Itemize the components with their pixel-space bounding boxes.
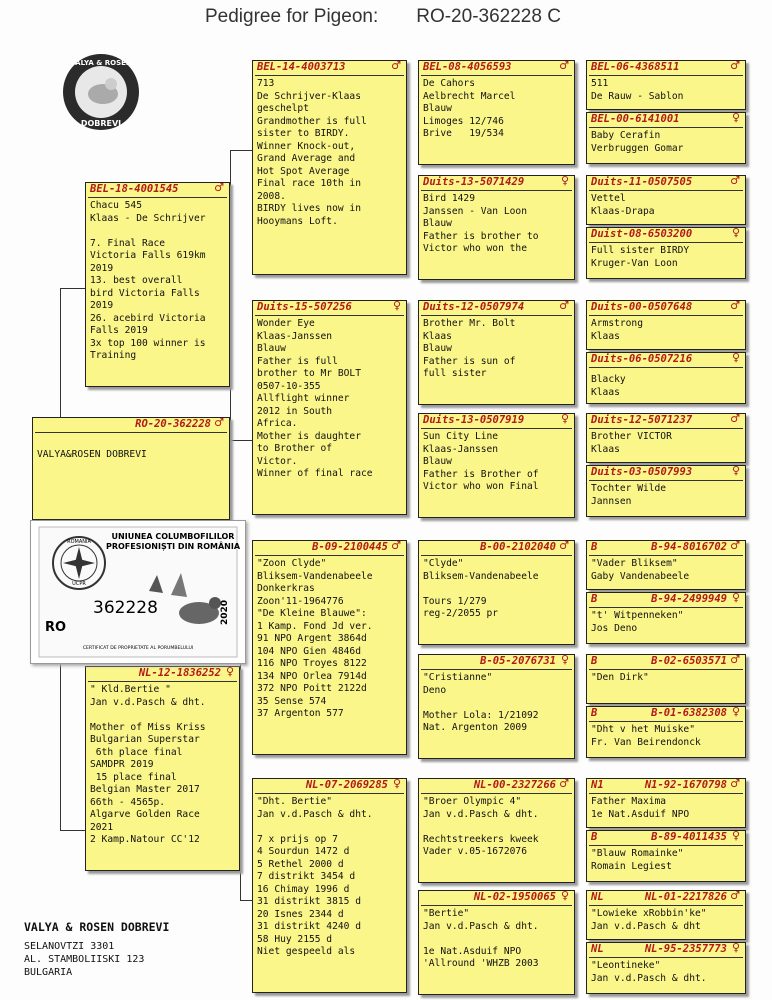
- card-gen4-3[interactable]: [586, 175, 746, 225]
- ring-number: Duist-08-6503200: [591, 228, 693, 240]
- connector: [575, 335, 576, 375]
- card-sds[interactable]: [418, 300, 575, 405]
- card-dam-sire[interactable]: [252, 540, 407, 755]
- ring-number: Duits-13-0507919: [423, 414, 525, 426]
- sex-symbol: ♂: [391, 540, 401, 552]
- sex-symbol: ♂: [730, 654, 740, 666]
- ring-number: B-09-2100445: [312, 541, 388, 553]
- card-dsd[interactable]: [418, 654, 575, 759]
- address-line: AL. STAMBOLIISKI 123: [24, 954, 145, 965]
- sex-symbol: ♂: [559, 300, 569, 312]
- ring-number: NL-07-2069285: [305, 779, 388, 791]
- sex-symbol: ♂: [559, 540, 569, 552]
- ring-prefix: B: [591, 541, 598, 553]
- sex-symbol: ♀: [731, 465, 740, 477]
- card-gen4-16[interactable]: [586, 942, 746, 994]
- connector: [575, 445, 576, 495]
- connector: [407, 575, 408, 695]
- card-text: VALYA&ROSEN DOBREVI: [37, 449, 147, 460]
- card-ddd[interactable]: [418, 890, 575, 995]
- title-label: Pedigree for Pigeon:: [205, 6, 379, 27]
- card-dam[interactable]: [85, 666, 240, 871]
- loft-logo: [45, 52, 157, 132]
- sex-symbol: ♂: [391, 60, 401, 72]
- sex-symbol: ♂: [559, 778, 569, 790]
- card-text: Sun City Line Klaas-Janssen Blauw Father is Brother of Victor who won Final: [423, 431, 539, 492]
- card-dss[interactable]: [418, 540, 575, 645]
- address-line: BULGARIA: [24, 967, 73, 978]
- breeder-name: VALYA & ROSEN DOBREVI: [24, 920, 170, 934]
- ring-number: NL-01-2217826: [644, 891, 727, 903]
- sex-symbol: ♀: [560, 175, 569, 187]
- sex-symbol: ♀: [560, 890, 569, 902]
- cert-org-line1: UNIUNEA COLUMBOFILILOR: [111, 532, 235, 541]
- card-dam-dam[interactable]: [252, 778, 407, 993]
- ring-prefix: B: [591, 831, 598, 843]
- card-gen4-5[interactable]: [586, 300, 746, 350]
- card-text: Baby Cerafin Verbruggen Gomar: [591, 130, 684, 154]
- card-text: Tochter Wilde Jannsen: [591, 483, 667, 507]
- cert-caption: CERTIFICAT DE PROPRIETATE AL PORUMBELULUI: [82, 646, 194, 651]
- ring-number: NL-02-1950065: [473, 891, 556, 903]
- breeder-address: [24, 921, 169, 979]
- card-gen4-6[interactable]: [586, 352, 746, 404]
- ring-number: B-94-8016702: [651, 541, 727, 553]
- ring-prefix: B: [591, 707, 598, 719]
- sex-symbol: ♀: [731, 942, 740, 954]
- sex-symbol: ♀: [731, 830, 740, 842]
- card-gen4-7[interactable]: [586, 413, 746, 463]
- connector: [407, 825, 408, 935]
- ring-number: NL-95-2357773: [644, 943, 727, 955]
- card-gen4-13[interactable]: [586, 778, 746, 828]
- subject-ring-title: RO-20-362228 C: [416, 6, 561, 27]
- connector: [60, 288, 61, 418]
- card-text: "t' Witpenneken" Jos Deno: [591, 610, 684, 634]
- card-sdd[interactable]: [418, 413, 575, 518]
- sex-symbol: ♀: [731, 112, 740, 124]
- card-sire-sire[interactable]: [252, 60, 407, 275]
- card-text: De Cahors Aelbrecht Marcel Blauw Limoges 12/746 Brive 19/534: [423, 78, 516, 139]
- address-line: SELANOVTZI 3301: [24, 941, 115, 952]
- ring-number: BEL-08-4056593: [423, 61, 512, 73]
- card-text: Blacky Klaas: [591, 374, 626, 398]
- card-text: "Broer Olympic 4" Jan v.d.Pasch & dht. Rechtstreekers kweek Vader v.05-1672076: [423, 796, 539, 857]
- sex-symbol: ♀: [225, 666, 234, 678]
- connector: [240, 900, 252, 901]
- connector: [575, 205, 576, 255]
- ring-number: BEL-06-4368511: [591, 61, 680, 73]
- ring-number: B-94-2499949: [651, 593, 727, 605]
- logo-bottom-text: DOBREVI: [80, 119, 122, 128]
- ring-number: Duits-00-0507648: [591, 301, 693, 313]
- card-text: 713 De Schrijver-Klaas geschelpt Grandmother is full sister to BIRDY. Winner Knock-out, Grand Average and Hot Spot Average Final race 10th in 2008. BIRDY lives now in Hooymans Loft.: [257, 78, 367, 227]
- ring-number: NL-00-2327266: [473, 779, 556, 791]
- seal-text: ROMANIA: [67, 539, 91, 545]
- card-text: "Vader Bliksem" Gaby Vandenabeele: [591, 558, 690, 582]
- ring-number: B-89-4011435: [651, 831, 727, 843]
- ring-number: Duits-11-0507505: [591, 176, 693, 188]
- ring-prefix: B: [591, 655, 598, 667]
- connector: [230, 150, 231, 440]
- sex-symbol: ♂: [730, 60, 740, 72]
- sex-symbol: ♀: [560, 654, 569, 666]
- connector: [230, 440, 252, 441]
- card-text: "Lowieke xRobbin'ke" Jan v.d.Pasch & dht: [591, 908, 707, 932]
- card-text: Brother Mr. Bolt Klaas Blauw Father is sun of full sister: [423, 318, 516, 379]
- card-text: "Dht. Bertie" Jan v.d.Pasch & dht. 7 x prijs op 7 4 Sourdun 1472 d 5 Rethel 2000 d 7 distrikt 3454 d 16 Chimay 1996 d 31 distrikt 3815 d 20 Isnes 2344 d 31 distrikt 4240 d 58 Huy 2155 d Niet gespeeld als: [257, 796, 373, 957]
- card-gen4-12[interactable]: [586, 706, 746, 758]
- card-gen4-9[interactable]: [586, 540, 746, 590]
- sex-symbol: ♀: [560, 413, 569, 425]
- card-text: "Den Dirk": [591, 672, 649, 683]
- ring-prefix: NL: [591, 891, 604, 903]
- ring-certificate: [30, 520, 246, 664]
- card-gen4-15[interactable]: [586, 890, 746, 940]
- sex-symbol: ♂: [730, 778, 740, 790]
- sex-symbol: ♀: [731, 352, 740, 364]
- ring-number: B-01-6382308: [651, 707, 727, 719]
- ring-number: RO-20-362228: [135, 418, 211, 430]
- connector: [230, 150, 252, 151]
- ring-number: B-05-2076731: [480, 655, 556, 667]
- connector: [575, 90, 576, 130]
- card-text: Vettel Klaas-Drapa: [591, 193, 655, 217]
- card-text: Father Maxima 1e Nat.Asduif NPO: [591, 796, 690, 820]
- card-gen4-4[interactable]: [586, 227, 746, 279]
- sex-symbol: ♂: [214, 417, 224, 429]
- cert-org-line2: PROFESIONIȘTI DIN ROMÂNIA: [105, 542, 241, 551]
- card-gen4-8[interactable]: [586, 465, 746, 517]
- card-text: 511 De Rauw - Sablon: [591, 78, 684, 102]
- logo-top-text: VALYA & ROSEN: [70, 59, 132, 67]
- ring-number: B-00-2102040: [480, 541, 556, 553]
- card-text: "Leontineke" Jan v.d.Pasch & dht.: [591, 960, 707, 984]
- sex-symbol: ♀: [731, 706, 740, 718]
- ring-number: Duits-13-5071429: [423, 176, 525, 188]
- card-text: "Bertie" Jan v.d.Pasch & dht. 1e Nat.Asduif NPO 'Allround 'WHZB 2003: [423, 908, 539, 969]
- card-sire-dam[interactable]: [252, 300, 407, 515]
- certificate-graphic: [31, 521, 245, 663]
- card-text: Wonder Eye Klaas-Janssen Blauw Father is full brother to Mr BOLT 0507-10-355 Allflight winner 2012 in South Africa. Mother is daughter to Brother of Victor. Winner of final race: [257, 318, 373, 479]
- card-text: Full sister BIRDY Kruger-Van Loon: [591, 245, 690, 269]
- card-text: Armstrong Klaas: [591, 318, 643, 342]
- connector: [240, 660, 241, 900]
- ring-number: BEL-00-6141001: [591, 113, 680, 125]
- card-text: Chacu 545 Klaas - De Schrijver 7. Final Race Victoria Falls 619km 2019 13. best overall bird Victoria Falls 2019 26. acebird Victoria Falls 2019 3x top 100 winner is Training: [90, 200, 206, 361]
- cert-country: RO: [45, 620, 67, 635]
- connector: [407, 365, 408, 475]
- ring-number: Duits-12-0507974: [423, 301, 525, 313]
- card-gen4-10[interactable]: [586, 592, 746, 644]
- sex-symbol: ♂: [730, 540, 740, 552]
- page-title: [205, 6, 561, 28]
- connector: [60, 830, 85, 831]
- card-text: Bird 1429 Janssen - Van Loon Blauw Father is brother to Victor who won the: [423, 193, 539, 254]
- ring-number: Duits-06-0507216: [591, 353, 693, 365]
- card-text: "Blauw Romainke" Romain Legiest: [591, 848, 684, 872]
- card-text: Brother VICTOR Klaas: [591, 431, 672, 455]
- sex-symbol: ♂: [730, 413, 740, 425]
- sex-symbol: ♂: [559, 60, 569, 72]
- connector: [575, 680, 576, 730]
- ring-number: Duits-15-507256: [257, 301, 352, 313]
- card-text: "Zoon Clyde" Bliksem-Vandenabeele Donkerkras Zoon'11-1964776 "De Kleine Blauwe": 1 Kamp. Fond Jd ver. 91 NPO Argent 3864d 104 NPO Gien 4846d 116 NPO Troyes 8122 134 NPO Orlea 7914d 372 NPO Poitt 2122d 35 Sense 574 37 Argenton 577: [257, 558, 373, 719]
- ring-number: Duits-12-5071237: [591, 414, 693, 426]
- connector: [575, 815, 576, 865]
- card-dds[interactable]: [418, 778, 575, 883]
- card-gen4-11[interactable]: [586, 654, 746, 704]
- ring-prefix: B: [591, 593, 598, 605]
- card-gen4-1[interactable]: [586, 60, 746, 110]
- card-text: " Kld.Bertie " Jan v.d.Pasch & dht. Mother of Miss Kriss Bulgarian Superstar 6th place final SAMDPR 2019 15 place final Belgian Master 2017 66th - 4565p. Algarve Golden Race 2021 2 Kamp.Natour CC'12: [90, 684, 206, 845]
- card-gen4-2[interactable]: [586, 112, 746, 164]
- sex-symbol: ♂: [730, 175, 740, 187]
- sex-symbol: ♂: [214, 182, 224, 194]
- seal-text-2: UCPR: [72, 581, 86, 587]
- card-text: "Dht v het Muiske" Fr. Van Beirendonck: [591, 724, 701, 748]
- card-text: "Clyde" Bliksem-Vandenabeele Tours 1/279 reg-2/2055 pr: [423, 558, 539, 619]
- ring-prefix: N1: [591, 779, 604, 791]
- connector: [60, 288, 85, 289]
- connector: [407, 110, 408, 220]
- sex-symbol: ♀: [392, 778, 401, 790]
- ring-number: N1-92-1670798: [644, 779, 727, 791]
- ring-number: Duits-03-0507993: [591, 466, 693, 478]
- card-subject[interactable]: [32, 417, 230, 520]
- card-gen4-14[interactable]: [586, 830, 746, 882]
- connector: [575, 565, 576, 615]
- ring-number: NL-12-1836252: [138, 667, 221, 679]
- ring-number: BEL-18-4001545: [90, 183, 179, 195]
- connector: [575, 920, 576, 970]
- sex-symbol: ♂: [730, 890, 740, 902]
- cert-year: 2020: [220, 599, 230, 625]
- ring-number: BEL-14-4003713: [257, 61, 346, 73]
- sex-symbol: ♂: [730, 300, 740, 312]
- card-sss[interactable]: [418, 60, 575, 165]
- card-ssd[interactable]: [418, 175, 575, 280]
- card-sire[interactable]: [85, 182, 230, 387]
- sex-symbol: ♀: [731, 592, 740, 604]
- ring-number: B-02-6503571: [651, 655, 727, 667]
- sex-symbol: ♀: [731, 227, 740, 239]
- sex-symbol: ♀: [392, 300, 401, 312]
- card-text: "Cristianne" Deno Mother Lola: 1/21092 Nat. Argenton 2009: [423, 672, 539, 733]
- ring-prefix: NL: [591, 943, 604, 955]
- cert-number: 362228: [93, 598, 158, 618]
